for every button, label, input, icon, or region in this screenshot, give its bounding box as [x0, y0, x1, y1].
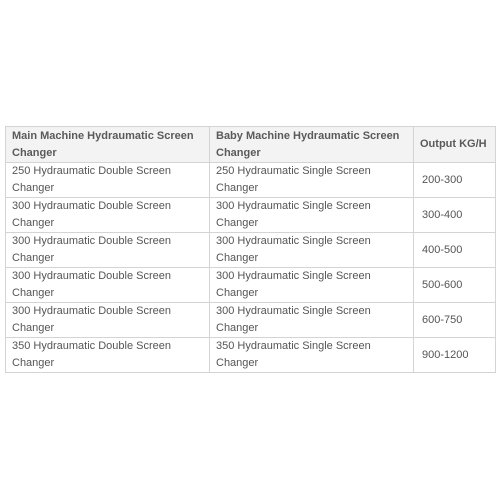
cell-output: 400-500: [414, 233, 496, 268]
header-main-machine: Main Machine Hydraumatic Screen Changer: [6, 127, 210, 163]
cell-main-machine: 300 Hydraumatic Double Screen Changer: [6, 233, 210, 268]
cell-output: 500-600: [414, 268, 496, 303]
header-output: Output KG/H: [414, 127, 496, 163]
table-row: [6, 198, 496, 233]
table-row: [6, 338, 496, 373]
table-row: [6, 233, 496, 268]
table-header-row: [6, 127, 496, 163]
table-row: [6, 163, 496, 198]
cell-output: 200-300: [414, 163, 496, 198]
table-row: [6, 303, 496, 338]
cell-main-machine: 250 Hydraumatic Double Screen Changer: [6, 163, 210, 198]
cell-output: 900-1200: [414, 338, 496, 373]
header-baby-machine: Baby Machine Hydraumatic Screen Changer: [210, 127, 414, 163]
screen-changer-spec-table: [5, 126, 496, 373]
cell-baby-machine: 300 Hydraumatic Single Screen Changer: [210, 268, 414, 303]
cell-baby-machine: 350 Hydraumatic Single Screen Changer: [210, 338, 414, 373]
cell-baby-machine: 300 Hydraumatic Single Screen Changer: [210, 233, 414, 268]
cell-baby-machine: 300 Hydraumatic Single Screen Changer: [210, 303, 414, 338]
cell-output: 600-750: [414, 303, 496, 338]
cell-main-machine: 300 Hydraumatic Double Screen Changer: [6, 303, 210, 338]
cell-baby-machine: 250 Hydraumatic Single Screen Changer: [210, 163, 414, 198]
cell-baby-machine: 300 Hydraumatic Single Screen Changer: [210, 198, 414, 233]
cell-output: 300-400: [414, 198, 496, 233]
cell-main-machine: 350 Hydraumatic Double Screen Changer: [6, 338, 210, 373]
table-row: [6, 268, 496, 303]
cell-main-machine: 300 Hydraumatic Double Screen Changer: [6, 268, 210, 303]
cell-main-machine: 300 Hydraumatic Double Screen Changer: [6, 198, 210, 233]
